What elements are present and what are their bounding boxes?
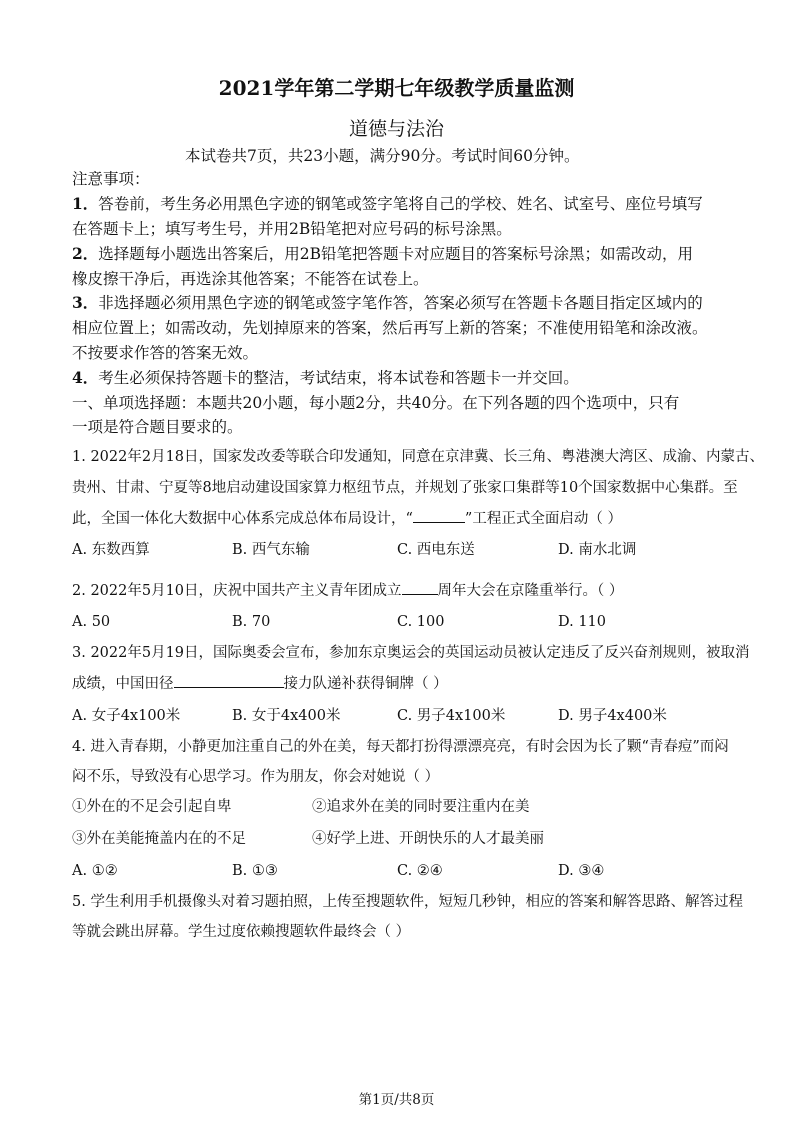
q4-statement-4: ④好学上进、开朗快乐的人才最美丽	[312, 831, 544, 847]
q2-option-c: C. 100	[397, 614, 445, 630]
notice-heading: 注意事项：	[72, 170, 150, 188]
q4-statement-2: ②追求外在美的同时要注重内在美	[312, 799, 530, 815]
q3-option-a: A. 女子4x100米	[72, 708, 181, 724]
q4-line-1: 4. 进入青春期，小静更加注重自己的外在美，每天都打扮得漂漂亮亮，有时会因为长了颗“青春痘”而闷	[72, 739, 729, 755]
q1-option-b: B. 西气东输	[232, 542, 310, 558]
q4-option-b: B. ①③	[232, 863, 278, 879]
notice-item-3-line-2: 相应位置上；如需改动，先划掉原来的答案，然后再写上新的答案；不准使用铅笔和涂改液。	[72, 319, 708, 337]
q3-line-1: 3. 2022年5月19日，国际奥委会宣布，参加东京奥运会的英国运动员被认定违反了反兴奋剂规则，被取消	[72, 645, 750, 661]
notice-item-1-line-1: 1．答卷前，考生务必用黑色字迹的钢笔或签字笔将自己的学校、姓名、试室号、座位号填写	[72, 194, 703, 213]
q1-option-c: C. 西电东送	[397, 542, 475, 558]
q3-line-2: 成绩，中国田径 接力队递补获得铜牌（ ）	[72, 673, 448, 694]
q3-option-d: D. 男子4x400米	[558, 708, 667, 724]
page-number: 第1页/共8页	[358, 1092, 435, 1108]
q5-line-2: 等就会跳出屏幕。学生过度依赖搜题软件最终会（ ）	[72, 924, 411, 940]
notice-item-2-line-1: 2．选择题每小题选出答案后，用2B铅笔把答题卡对应题目的答案标号涂黑；如需改动，用	[72, 244, 694, 263]
q1-line-3: 此，全国一体化大数据中心体系完成总体布局设计，“ ”工程正式全面启动（ ）	[72, 508, 622, 529]
q1-option-a: A. 东数西算	[72, 542, 150, 558]
q3-answer-blank	[174, 673, 284, 688]
q2-option-b: B. 70	[232, 614, 271, 630]
q4-line-2: 闷不乐，导致没有心思学习。作为朋友，你会对她说（ ）	[72, 769, 440, 785]
q4-statement-1: ①外在的不足会引起自卑	[72, 799, 232, 815]
q2-option-a: A. 50	[72, 614, 111, 630]
q1-answer-blank	[413, 508, 465, 523]
notice-item-3-line-1: 3．非选择题必须用黑色字迹的钢笔或签字笔作答，答案必须写在答题卡各题目指定区域内的	[72, 293, 703, 312]
q4-option-d: D. ③④	[558, 863, 605, 879]
notice-item-2-line-2: 橡皮擦干净后，再选涂其他答案；不能答在试卷上。	[72, 270, 429, 288]
q4-option-c: C. ②④	[397, 863, 443, 879]
exam-title: 2021学年第二学期七年级教学质量监测	[218, 76, 575, 100]
q2-answer-blank	[402, 580, 438, 595]
q5-line-1: 5. 学生利用手机摄像头对着习题拍照，上传至搜题软件，短短几秒钟，相应的答案和解答思路、解答过程	[72, 894, 743, 910]
q1-line-1: 1. 2022年2月18日，国家发改委等联合印发通知，同意在京津冀、长三角、粤港澳大湾区、成渝、内蒙古、	[72, 449, 765, 465]
q1-option-d: D. 南水北调	[558, 542, 637, 558]
q1-line-2: 贵州、甘肃、宁夏等8地启动建设国家算力枢纽节点，并规划了张家口集群等10个国家数据中心集群。至	[72, 480, 738, 496]
notice-item-3-line-3: 不按要求作答的答案无效。	[72, 344, 259, 362]
q3-option-c: C. 男子4x100米	[397, 708, 506, 724]
q2-line-1: 2. 2022年5月10日，庆祝中国共产主义青年团成立 周年大会在京隆重举行。（ ）	[72, 580, 623, 601]
notice-item-4-line-1: 4．考生必须保持答题卡的整洁，考试结束，将本试卷和答题卡一并交回。	[72, 368, 579, 387]
subject-title: 道德与法治	[348, 118, 444, 140]
q3-option-b: B. 女于4x400米	[232, 708, 341, 724]
exam-info: 本试卷共7页，共23小题，满分90分。考试时间60分钟。	[185, 147, 580, 165]
section1-line-1: 一、单项选择题：本题共20小题，每小题2分，共40分。在下列各题的四个选项中，只有	[72, 394, 680, 412]
q4-statement-3: ③外在美能掩盖内在的不足	[72, 831, 246, 847]
section1-line-2: 一项是符合题目要求的。	[72, 418, 243, 436]
q4-option-a: A. ①②	[72, 863, 118, 879]
q2-option-d: D. 110	[558, 614, 607, 630]
notice-item-1-line-2: 在答题卡上；填写考生号，并用2B铅笔把对应号码的标号涂黑。	[72, 220, 512, 238]
